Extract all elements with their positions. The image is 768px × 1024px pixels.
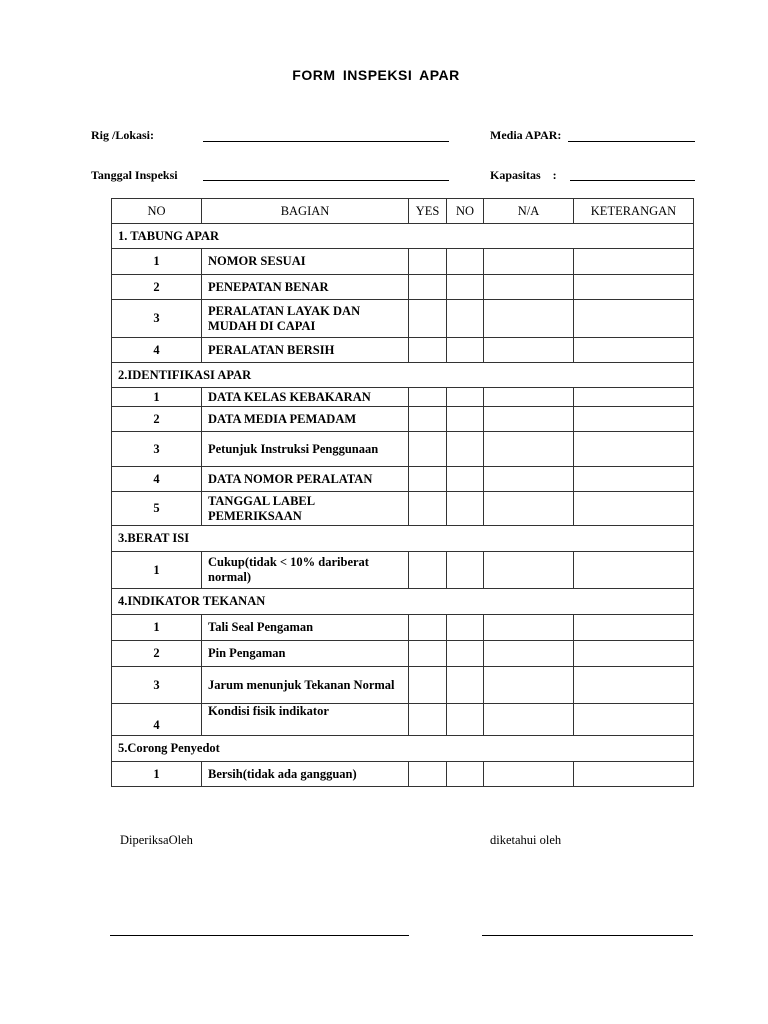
header-keterangan: KETERANGAN (574, 199, 694, 224)
header-no-answer: NO (447, 199, 484, 224)
keterangan-cell[interactable] (574, 704, 694, 736)
row-number: 3 (112, 432, 202, 467)
form-title: FORM INSPEKSI APAR (292, 67, 460, 83)
keterangan-cell[interactable] (574, 249, 694, 275)
na-cell[interactable] (484, 704, 574, 736)
header-na: N/A (484, 199, 574, 224)
no-cell[interactable] (447, 275, 484, 300)
keterangan-cell[interactable] (574, 641, 694, 667)
na-cell[interactable] (484, 667, 574, 704)
row-item: DATA KELAS KEBAKARAN (202, 388, 409, 407)
row-number: 1 (112, 762, 202, 787)
na-cell[interactable] (484, 762, 574, 787)
row-item: DATA NOMOR PERALATAN (202, 467, 409, 492)
diperiksa-oleh-label: DiperiksaOleh (120, 833, 193, 847)
no-cell[interactable] (447, 249, 484, 275)
row-number: 1 (112, 388, 202, 407)
table-row (112, 249, 694, 275)
table-row (112, 432, 694, 467)
yes-cell[interactable] (409, 704, 447, 736)
table-row (112, 641, 694, 667)
no-cell[interactable] (447, 407, 484, 432)
table-row (112, 275, 694, 300)
media-apar-input-line[interactable] (568, 141, 695, 142)
na-cell[interactable] (484, 249, 574, 275)
diketahui-oleh-label: diketahui oleh (490, 833, 562, 847)
no-cell[interactable] (447, 432, 484, 467)
keterangan-cell[interactable] (574, 552, 694, 589)
section-title: 4.INDIKATOR TEKANAN (112, 589, 694, 615)
header-bagian: BAGIAN (202, 199, 409, 224)
no-cell[interactable] (447, 615, 484, 641)
table-row (112, 492, 694, 526)
keterangan-cell[interactable] (574, 407, 694, 432)
section-title: 1. TABUNG APAR (112, 224, 694, 249)
row-item: PENEPATAN BENAR (202, 275, 409, 300)
no-cell[interactable] (447, 762, 484, 787)
kapasitas-label: Kapasitas : (490, 168, 557, 182)
na-cell[interactable] (484, 641, 574, 667)
row-item: Cukup(tidak < 10% dariberat normal) (202, 552, 409, 589)
table-header-row (112, 199, 694, 224)
no-cell[interactable] (447, 300, 484, 338)
yes-cell[interactable] (409, 762, 447, 787)
yes-cell[interactable] (409, 641, 447, 667)
row-number: 1 (112, 552, 202, 589)
table-row (112, 467, 694, 492)
section-title: 5.Corong Penyedot (112, 736, 694, 762)
row-item: Jarum menunjuk Tekanan Normal (202, 667, 409, 704)
keterangan-cell[interactable] (574, 467, 694, 492)
table-row (112, 762, 694, 787)
yes-cell[interactable] (409, 467, 447, 492)
rig-lokasi-label: Rig /Lokasi: (91, 128, 155, 142)
row-item: Petunjuk Instruksi Penggunaan (202, 432, 409, 467)
yes-cell[interactable] (409, 552, 447, 589)
row-item: Bersih(tidak ada gangguan) (202, 762, 409, 787)
diketahui-signature-line[interactable] (482, 935, 693, 936)
table-row (112, 338, 694, 363)
diperiksa-signature-line[interactable] (110, 935, 409, 936)
section-row (112, 363, 694, 388)
table-row (112, 388, 694, 407)
keterangan-cell[interactable] (574, 615, 694, 641)
table-row (112, 667, 694, 704)
na-cell[interactable] (484, 275, 574, 300)
row-number: 3 (112, 667, 202, 704)
keterangan-cell[interactable] (574, 275, 694, 300)
table-row (112, 615, 694, 641)
rig-lokasi-input-line[interactable] (203, 141, 449, 142)
row-number: 1 (112, 615, 202, 641)
table-row (112, 407, 694, 432)
na-cell[interactable] (484, 432, 574, 467)
yes-cell[interactable] (409, 338, 447, 363)
yes-cell[interactable] (409, 249, 447, 275)
yes-cell[interactable] (409, 275, 447, 300)
no-cell[interactable] (447, 667, 484, 704)
yes-cell[interactable] (409, 432, 447, 467)
inspection-table (111, 198, 694, 787)
no-cell[interactable] (447, 492, 484, 526)
keterangan-cell[interactable] (574, 762, 694, 787)
yes-cell[interactable] (409, 300, 447, 338)
row-item: Pin Pengaman (202, 641, 409, 667)
na-cell[interactable] (484, 388, 574, 407)
no-cell[interactable] (447, 388, 484, 407)
row-number: 2 (112, 407, 202, 432)
tanggal-inspeksi-input-line[interactable] (203, 180, 449, 181)
row-number: 4 (112, 704, 202, 736)
na-cell[interactable] (484, 338, 574, 363)
header-yes: YES (409, 199, 447, 224)
section-row (112, 526, 694, 552)
table-row (112, 300, 694, 338)
na-cell[interactable] (484, 615, 574, 641)
table-row (112, 552, 694, 589)
section-row (112, 224, 694, 249)
keterangan-cell[interactable] (574, 432, 694, 467)
keterangan-cell[interactable] (574, 338, 694, 363)
na-cell[interactable] (484, 467, 574, 492)
table-row (112, 704, 694, 736)
keterangan-cell[interactable] (574, 492, 694, 526)
no-cell[interactable] (447, 467, 484, 492)
row-item: TANGGAL LABEL PEMERIKSAAN (202, 492, 409, 526)
row-number: 5 (112, 492, 202, 526)
row-number: 1 (112, 249, 202, 275)
row-number: 2 (112, 641, 202, 667)
media-apar-label: Media APAR: (490, 128, 562, 142)
no-cell[interactable] (447, 641, 484, 667)
section-row (112, 589, 694, 615)
row-number: 4 (112, 338, 202, 363)
row-item: PERALATAN LAYAK DAN MUDAH DI CAPAI (202, 300, 409, 338)
na-cell[interactable] (484, 300, 574, 338)
section-title: 2.IDENTIFIKASI APAR (112, 363, 694, 388)
na-cell[interactable] (484, 552, 574, 589)
kapasitas-input-line[interactable] (570, 180, 695, 181)
row-number: 3 (112, 300, 202, 338)
na-cell[interactable] (484, 492, 574, 526)
yes-cell[interactable] (409, 667, 447, 704)
yes-cell[interactable] (409, 615, 447, 641)
no-cell[interactable] (447, 704, 484, 736)
section-title: 3.BERAT ISI (112, 526, 694, 552)
keterangan-cell[interactable] (574, 300, 694, 338)
yes-cell[interactable] (409, 492, 447, 526)
row-item: Tali Seal Pengaman (202, 615, 409, 641)
header-no: NO (112, 199, 202, 224)
row-number: 2 (112, 275, 202, 300)
keterangan-cell[interactable] (574, 388, 694, 407)
yes-cell[interactable] (409, 407, 447, 432)
section-row (112, 736, 694, 762)
row-item: Kondisi fisik indikator (202, 704, 409, 736)
no-cell[interactable] (447, 338, 484, 363)
row-item: PERALATAN BERSIH (202, 338, 409, 363)
row-item: NOMOR SESUAI (202, 249, 409, 275)
row-number: 4 (112, 467, 202, 492)
tanggal-inspeksi-label: Tanggal Inspeksi (91, 168, 178, 182)
keterangan-cell[interactable] (574, 667, 694, 704)
no-cell[interactable] (447, 552, 484, 589)
row-item: DATA MEDIA PEMADAM (202, 407, 409, 432)
na-cell[interactable] (484, 407, 574, 432)
yes-cell[interactable] (409, 388, 447, 407)
